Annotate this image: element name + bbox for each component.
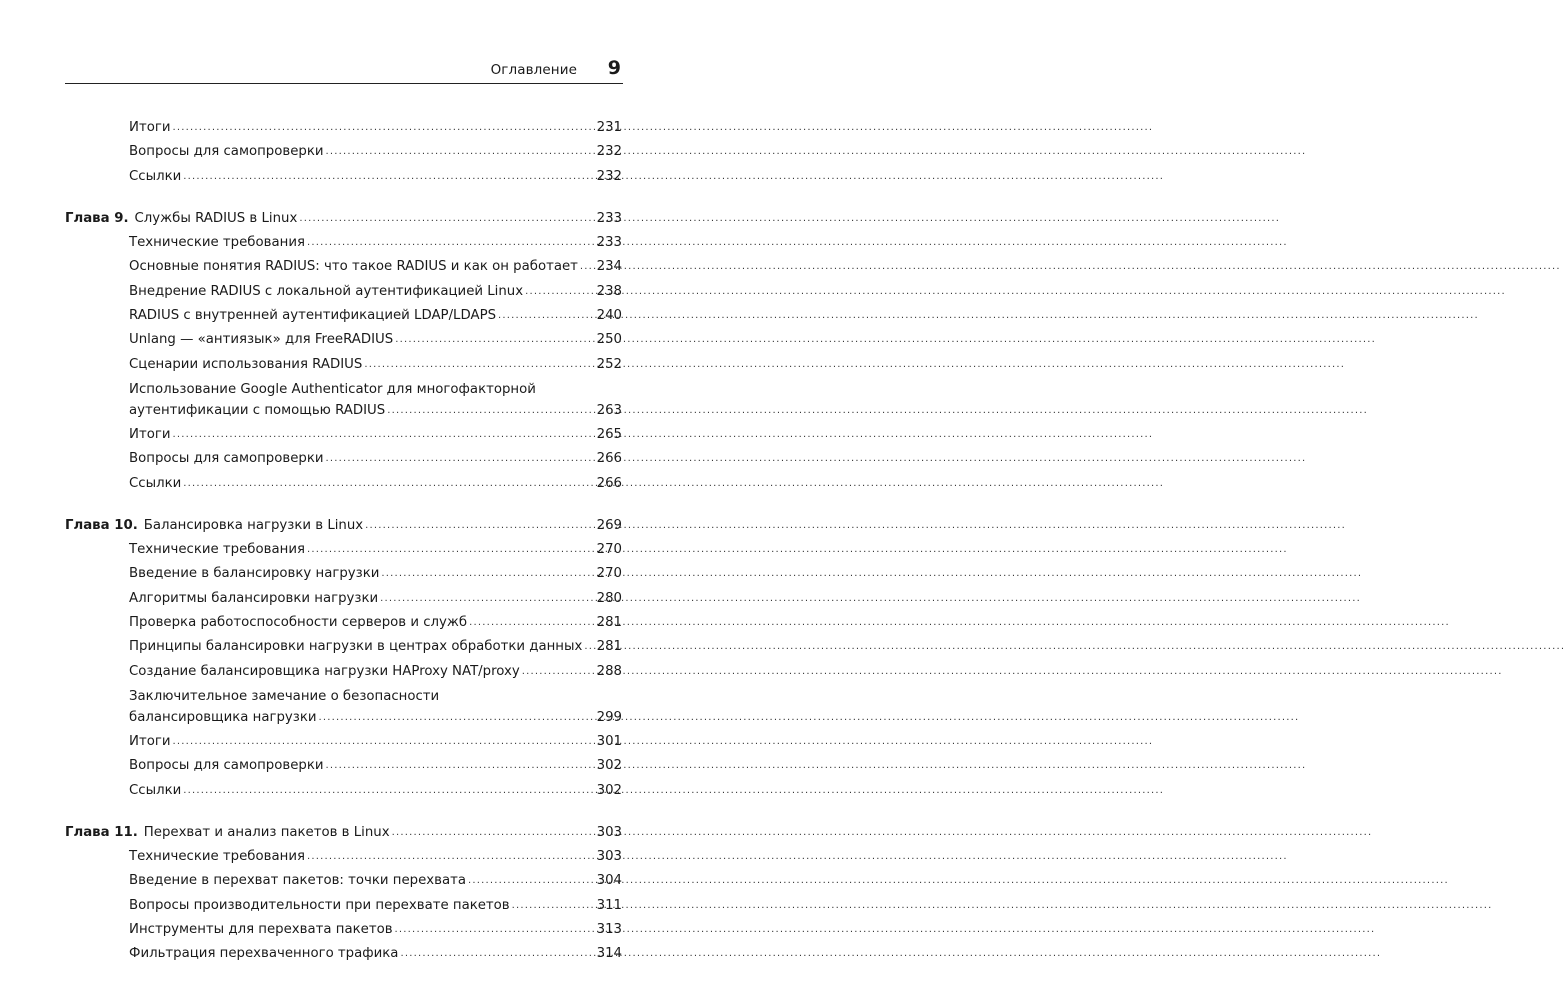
dot-leader	[395, 917, 595, 941]
dot-leader	[468, 868, 595, 892]
toc-entry-title: Инструменты для перехвата пакетов	[129, 922, 393, 938]
dot-leader	[299, 206, 594, 230]
toc-entry[interactable]	[65, 660, 622, 684]
toc-entry[interactable]	[65, 538, 622, 562]
toc-entry-title: Проверка работоспособности серверов и служб	[129, 615, 468, 631]
toc-entry-title-line-1: Использование Google Authenticator для многофакторной	[129, 381, 536, 397]
toc-entry-multiline[interactable]	[65, 379, 622, 422]
dot-leader	[525, 279, 595, 303]
dot-leader	[512, 893, 595, 917]
dot-leader	[381, 561, 594, 585]
dot-leader	[307, 537, 595, 561]
toc-entry-title: Итоги	[129, 733, 171, 749]
toc-entry[interactable]	[65, 304, 622, 328]
toc-entry[interactable]	[65, 918, 622, 942]
toc-entry[interactable]	[65, 280, 622, 304]
toc-entry[interactable]	[65, 255, 622, 279]
page-number: 9	[607, 57, 621, 79]
dot-leader	[172, 115, 594, 139]
chapter-title: Службы RADIUS в Linux	[134, 210, 298, 226]
dot-leader	[326, 139, 595, 163]
toc-entry[interactable]	[65, 447, 622, 471]
toc-entry-page: 232	[596, 168, 622, 184]
toc-entry-page: 232	[596, 144, 622, 160]
toc-entry-title: Вопросы для самопроверки	[129, 451, 324, 467]
toc-entry-page: 304	[596, 873, 622, 889]
toc-entry[interactable]	[65, 231, 622, 255]
table-of-contents	[65, 116, 622, 967]
toc-entry-title: Введение в перехват пакетов: точки перехвата	[129, 873, 466, 889]
toc-entry-title-line-2: аутентификации с помощью RADIUS	[129, 402, 386, 418]
toc-entry[interactable]	[65, 754, 622, 778]
toc-entry-page: 281	[596, 615, 622, 631]
dot-leader	[307, 230, 595, 254]
toc-entry-title: Технические требования	[129, 542, 305, 558]
toc-entry-title: Алгоритмы балансировки нагрузки	[129, 590, 379, 606]
toc-entry-page: 301	[596, 733, 622, 749]
toc-entry-page: 313	[596, 922, 622, 938]
toc-entry[interactable]	[65, 165, 622, 189]
toc-entry-title: Итоги	[129, 426, 171, 442]
toc-entry-title: Вопросы для самопроверки	[129, 144, 324, 160]
toc-entry-title-line-2: балансировщика нагрузки	[129, 709, 317, 725]
toc-entry-page: 270	[596, 542, 622, 558]
dot-leader	[498, 303, 595, 327]
dot-leader	[522, 659, 595, 683]
toc-entry[interactable]	[65, 328, 622, 352]
dot-leader	[380, 586, 594, 610]
chapter-page: 233	[596, 210, 622, 226]
toc-entry-page: 303	[596, 849, 622, 865]
toc-entry-title: Введение в балансировку нагрузки	[129, 566, 380, 582]
dot-leader	[387, 399, 594, 421]
toc-entry[interactable]	[65, 730, 622, 754]
toc-entry-multiline[interactable]	[65, 686, 622, 729]
toc-entry[interactable]	[65, 116, 622, 140]
chapter-label: Глава 10.	[65, 517, 138, 533]
toc-entry-title: Unlang — «антиязык» для FreeRADIUS	[129, 332, 394, 348]
dot-leader	[365, 513, 594, 537]
chapter-page: 269	[596, 517, 622, 533]
toc-entry-page: 233	[596, 235, 622, 251]
dot-leader	[364, 352, 594, 376]
toc-entry[interactable]	[65, 845, 622, 869]
toc-entry-page: 302	[596, 782, 622, 798]
toc-entry[interactable]	[65, 472, 622, 496]
toc-entry-page: 270	[596, 566, 622, 582]
dot-leader	[183, 778, 594, 802]
toc-entry[interactable]	[65, 869, 622, 893]
toc-entry-title: Вопросы производительности при перехвате пакетов	[129, 897, 510, 913]
toc-entry[interactable]	[65, 779, 622, 803]
toc-entry[interactable]	[65, 611, 622, 635]
header-rule	[65, 83, 623, 84]
dot-leader	[172, 422, 594, 446]
toc-entry-title: Основные понятия RADIUS: что такое RADIUS и как он работает	[129, 259, 578, 275]
toc-entry-title: Создание балансировщика нагрузки HAProxy NAT/proxy	[129, 663, 520, 679]
dot-leader	[172, 729, 594, 753]
toc-entry-page: 240	[596, 308, 622, 324]
toc-entry-page: 238	[596, 283, 622, 299]
chapter-page: 303	[596, 824, 622, 840]
toc-entry[interactable]	[65, 635, 622, 659]
toc-entry-title: Ссылки	[129, 782, 182, 798]
toc-chapter-11[interactable]	[65, 821, 622, 845]
dot-leader	[469, 610, 595, 634]
toc-entry-title: Сценарии использования RADIUS	[129, 356, 363, 372]
toc-entry[interactable]	[65, 140, 622, 164]
toc-entry-page: 299	[596, 709, 622, 725]
toc-entry[interactable]	[65, 894, 622, 918]
dot-leader	[183, 471, 594, 495]
toc-entry-title-line-1: Заключительное замечание о безопасности	[129, 688, 440, 704]
toc-entry-title: Ссылки	[129, 475, 182, 491]
toc-entry-title: Технические требования	[129, 235, 305, 251]
toc-entry-title: Принципы балансировки нагрузки в центрах обработки данных	[129, 639, 583, 655]
toc-entry-title: Технические требования	[129, 849, 305, 865]
dot-leader	[395, 327, 594, 351]
toc-entry-page: 266	[596, 451, 622, 467]
toc-entry-title: Итоги	[129, 120, 171, 135]
toc-entry-page: 281	[596, 639, 622, 655]
toc-entry-page: 252	[596, 356, 622, 372]
toc-entry-page: 263	[596, 402, 622, 418]
chapter-label: Глава 9.	[65, 210, 129, 226]
toc-entry-title: Вопросы для самопроверки	[129, 758, 324, 774]
chapter-title: Перехват и анализ пакетов в Linux	[143, 824, 390, 840]
running-header-title: Оглавление	[490, 62, 577, 78]
dot-leader	[307, 844, 595, 868]
toc-entry-page: 288	[596, 663, 622, 679]
toc-entry[interactable]	[65, 587, 622, 611]
dot-leader	[580, 254, 595, 278]
dot-leader	[584, 634, 594, 658]
toc-entry-title: Ссылки	[129, 168, 182, 184]
toc-entry-page: 231	[596, 120, 622, 135]
dot-leader	[319, 706, 595, 728]
chapter-title: Балансировка нагрузки в Linux	[143, 517, 364, 533]
dot-leader	[326, 753, 595, 777]
chapter-label: Глава 11.	[65, 824, 138, 840]
toc-entry-page: 302	[596, 758, 622, 774]
toc-entry-page: 265	[596, 426, 622, 442]
dot-leader	[183, 164, 594, 188]
toc-entry-page: 266	[596, 475, 622, 491]
dot-leader	[326, 446, 595, 470]
toc-entry-page: 311	[596, 897, 622, 913]
toc-entry-page: 250	[596, 332, 622, 348]
running-header	[65, 56, 623, 84]
toc-entry[interactable]	[65, 423, 622, 447]
toc-entry-title: Внедрение RADIUS с локальной аутентификацией Linux	[129, 283, 524, 299]
toc-entry-page: 280	[596, 590, 622, 606]
toc-chapter-10[interactable]	[65, 514, 622, 538]
toc-chapter-9[interactable]	[65, 207, 622, 231]
dot-leader	[400, 941, 594, 965]
toc-entry[interactable]	[65, 562, 622, 586]
toc-entry-title: Фильтрация перехваченного трафика	[129, 946, 399, 962]
toc-entry-title: RADIUS с внутренней аутентификацией LDAP/LDAPS	[129, 308, 497, 324]
dot-leader	[392, 820, 595, 844]
toc-entry-page: 234	[596, 259, 622, 275]
toc-entry-page: 314	[596, 946, 622, 962]
toc-entry[interactable]	[65, 353, 622, 377]
toc-entry[interactable]	[65, 942, 622, 966]
